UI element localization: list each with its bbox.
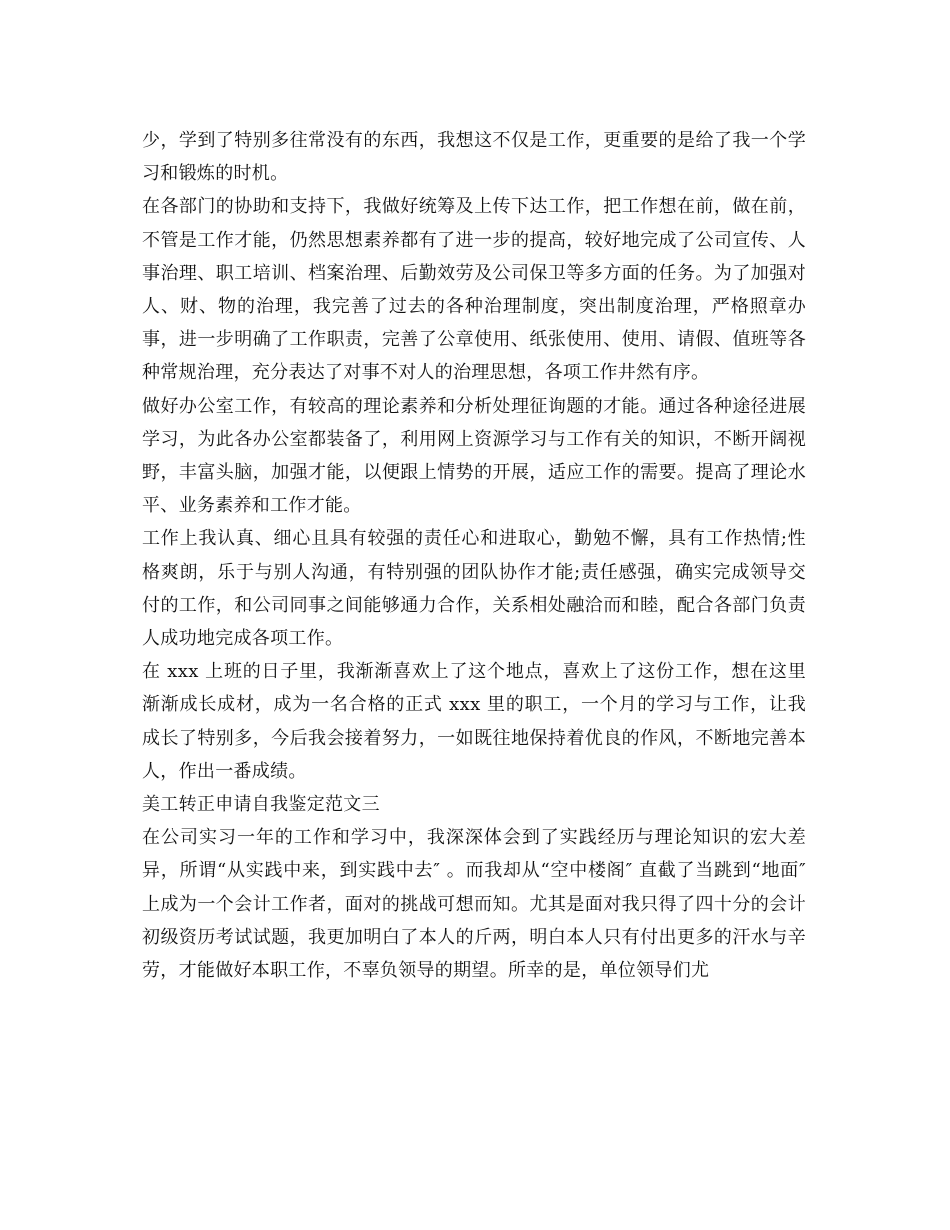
section-heading: 美工转正申请自我鉴定范文三 bbox=[142, 794, 380, 816]
paragraph: 在公司实习一年的工作和学习中，我深深体会到了实践经历与理论知识的宏大差异，所谓“从实践中来，到实践中去″ 。而我却从“空中楼阁″ 直截了当跳到“地面″ 上成为一个会计工作者，面对的挑战可想而知。尤其是面对我只得了四十分的会计初级资历考试试题，我更加明白了本人的斤两，明白本人只有付出更多的汗水与辛劳，才能做好本职工作，不辜负领导的期望。所幸的是，单位领导们尤 bbox=[142, 827, 806, 982]
paragraph: 在 xxx 上班的日子里，我渐渐喜欢上了这个地点，喜欢上了这份工作，想在这里渐渐成长成材，成为一名合格的正式 xxx 里的职工，一个月的学习与工作，让我成长了特别多，今后我会接着努力，一如既往地保持着优良的作风，不断地完善本人，作出一番成绩。 bbox=[142, 661, 806, 782]
paragraph: 工作上我认真、细心且具有较强的责任心和进取心，勤勉不懈，具有工作热情;性格爽朗，乐于与别人沟通，有特别强的团队协作才能;责任感强，确实完成领导交付的工作，和公司同事之间能够通力合作，关系相处融洽而和睦，配合各部门负责人成功地完成各项工作。 bbox=[142, 528, 806, 650]
paragraph: 少，学到了特别多往常没有的东西，我想这不仅是工作，更重要的是给了我一个学习和锻炼的时机。 bbox=[142, 130, 806, 185]
paragraph: 做好办公室工作，有较高的理论素养和分析处理征询题的才能。通过各种途径进展学习，为此各办公室都装备了，利用网上资源学习与工作有关的知识，不断开阔视野，丰富头脑，加强才能，以便跟上情势的开展，适应工作的需要。提高了理论水平、业务素养和工作才能。 bbox=[142, 395, 806, 517]
paragraph: 在各部门的协助和支持下，我做好统筹及上传下达工作，把工作想在前，做在前，不管是工作才能，仍然思想素养都有了进一步的提高，较好地完成了公司宣传、人事治理、职工培训、档案治理、后勤效劳及公司保卫等多方面的任务。为了加强对人、财、物的治理，我完善了过去的各种治理制度，突出制度治理，严格照章办事，进一步明确了工作职责，完善了公章使用、纸张使用、使用、请假、值班等各种常规治理，充分表达了对事不对人的治理思想，各项工作井然有序。 bbox=[142, 196, 806, 384]
document-body bbox=[142, 124, 806, 987]
